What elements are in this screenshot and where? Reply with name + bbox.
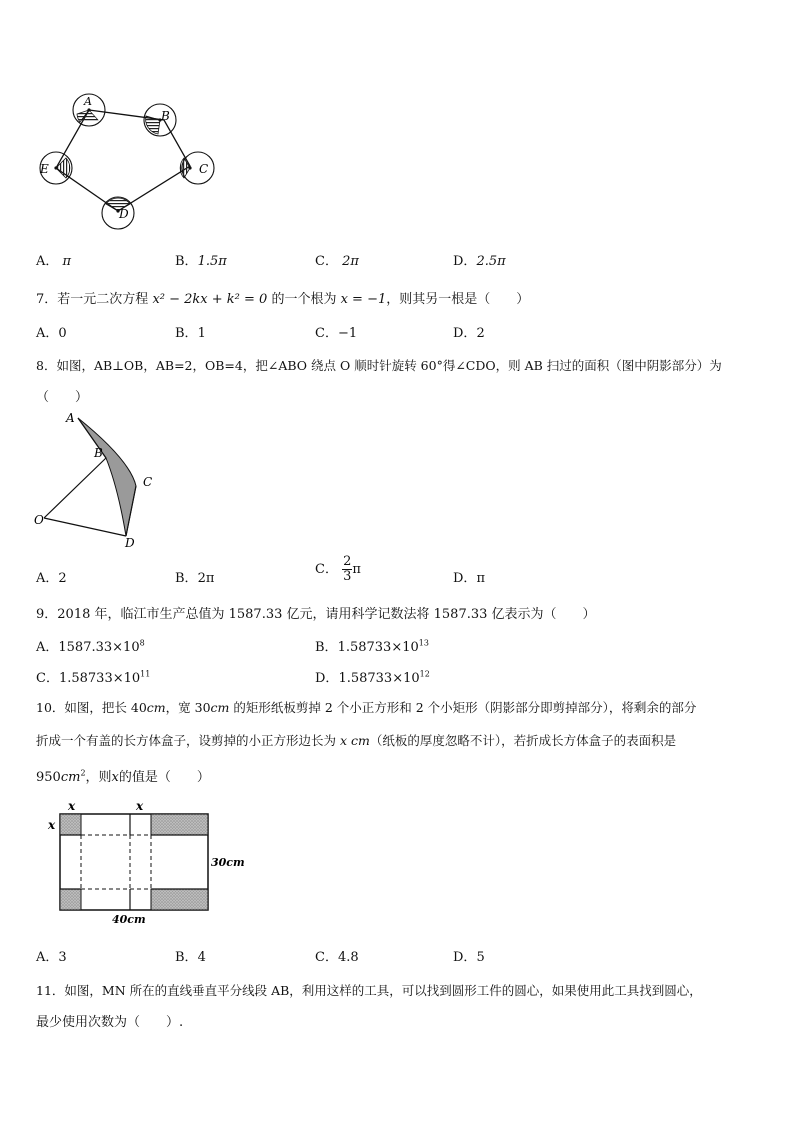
q8-stem-line2: （ ） [36,390,89,405]
q8-option-c-fraction: $\frac{2}{3}$ [343,554,352,584]
fig8-label-o: O [34,513,44,527]
q7-root: x = −1 [340,292,387,307]
q10-stem-line2: 折成一个有盖的长方体盒子，设剪掉的小正方形边长为 x cm（纸板的厚度忽略不计），若折成长方体盒子的表面积是 [36,733,677,748]
fig8-label-d: D [125,536,135,548]
fig10-x-top-2: x [136,799,144,813]
q6-option-c: C． 2π [315,254,359,269]
q6-option-d: D．2.5π [453,254,506,269]
q9-stem: 9．2018 年，临江市生产总值为 1587.33 亿元，请用科学记数法将 1587.33 亿表示为（ ） [36,607,596,622]
cut-square-bottom-left [60,889,81,910]
fig8-label-a: A [66,411,75,425]
q8-option-c: C． $\frac{2}{3}$ π [315,554,361,584]
q9-option-d: D．$1.58733\times 10^{12}$ [315,669,430,686]
fig10-x-left: x [48,818,56,832]
q9-option-a: A．$1587.33\times 10^8$ [36,638,145,655]
fig10-width-label: 40cm [112,913,146,926]
q8-option-b: B．2π [175,571,215,586]
fig8-label-c: C [143,475,153,489]
q8-stem-line1: 8．如图，AB⊥OB，AB=2，OB=4，把∠ABO 绕点 O 顺时针旋转 60°得∠CDO，则 AB 扫过的面积（图中阴影部分）为 [36,358,722,373]
q11-stem-line1: 11．如图，MN 所在的直线垂直平分线段 AB，利用这样的工具，可以找到圆形工件的圆心，如果使用此工具找到圆心， [36,983,702,998]
q11-stem-line2: 最少使用次数为（ ）. [36,1015,184,1030]
q10-stem-line3: $950cm^2$，则x的值是（ ） [36,768,210,785]
cut-square-top-left [60,814,81,835]
q10-option-a: A．3 [36,950,67,965]
q8-option-d: D．π [453,571,485,586]
q8-option-a: A．2 [36,571,67,586]
fig8-label-b: B [94,446,103,460]
q7-option-c: C．−1 [315,326,358,341]
q6-option-b: B．1.5π [175,254,227,269]
rotation-sector-figure [30,408,170,548]
q7-stem: 7．若一元二次方程 x² − 2kx + k² = 0 的一个根为 x = −1，则其另一根是（ ） [36,292,530,307]
fig10-height-label: 30cm [211,856,245,869]
fig6-label-c: C [199,162,209,176]
q10-option-c: C．4.8 [315,950,359,965]
cut-rect-top-right [151,814,208,835]
fig6-label-e: E [40,162,49,176]
q9-option-b: B．$1.58733\times 10^{13}$ [315,638,429,655]
cardboard-figure [44,796,254,930]
q7-option-b: B．1 [175,326,206,341]
q7-equation: x² − 2kx + k² = 0 [152,292,268,307]
q10-stem-line1: 10．如图，把长 40cm，宽 30cm 的矩形纸板剪掉 2 个小正方形和 2 个小矩形（阴影部分即剪掉部分），将剩余的部分 [36,700,697,715]
fig6-label-a: A [84,95,92,108]
q7-option-a: A．0 [36,326,67,341]
fig6-label-d: D [119,207,129,221]
pentagon-circles-figure [36,92,221,232]
q9-option-c: C．$1.58733\times 10^{11}$ [36,669,151,686]
q7-option-d: D．2 [453,326,485,341]
fig10-x-top-1: x [68,799,76,813]
fig6-label-b: B [161,109,170,123]
cut-rect-bottom-right [151,889,208,910]
q10-option-b: B．4 [175,950,206,965]
q6-option-a: A． π [36,254,72,269]
q10-option-d: D．5 [453,950,485,965]
